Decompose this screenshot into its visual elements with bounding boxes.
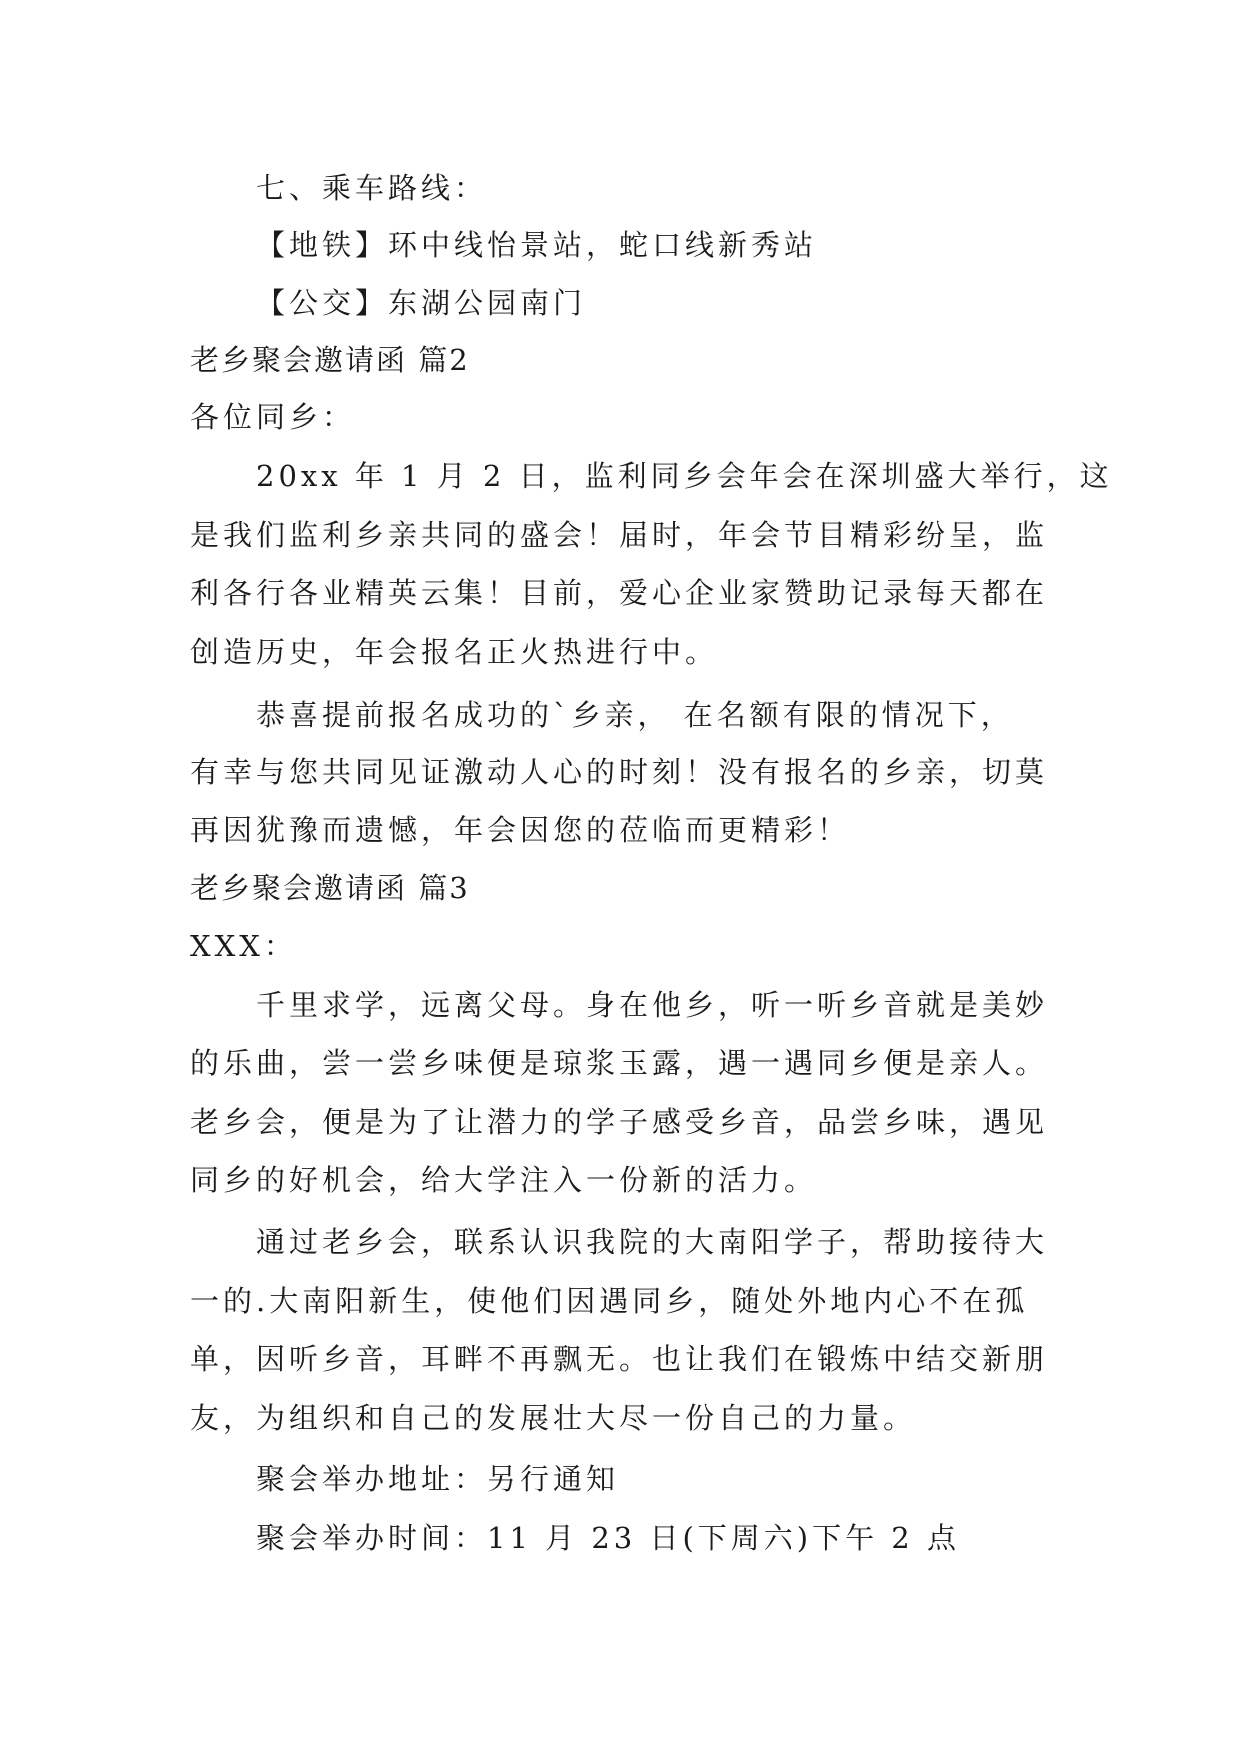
paragraph-line: 再因犹豫而遗憾，年会因您的莅临而更精彩！ [190, 813, 851, 847]
paragraph-line: 利各行各业精英云集！目前，爱心企业家赞助记录每天都在 [190, 576, 1049, 610]
section-heading-3: 老乡聚会邀请函 篇3 [190, 871, 470, 905]
paragraph-line: 的乐曲，尝一尝乡味便是琼浆玉露，遇一遇同乡便是亲人。 [190, 1046, 1049, 1080]
paragraph-line: 单，因听乡音，耳畔不再飘无。也让我们在锻炼中结交新朋 [190, 1342, 1049, 1376]
paragraph-line: 同乡的好机会，给大学注入一份新的活力。 [190, 1163, 818, 1197]
paragraph-line: 20xx 年 1 月 2 日，监利同乡会年会在深圳盛大举行，这 [256, 459, 1113, 493]
paragraph-line: 老乡会，便是为了让潜力的学子感受乡音，品尝乡味，遇见 [190, 1105, 1049, 1139]
route-bus: 【公交】东湖公园南门 [256, 286, 587, 320]
paragraph-line: 友，为组织和自己的发展壮大尽一份自己的力量。 [190, 1401, 917, 1435]
paragraph-line: 通过老乡会，联系认识我院的大南阳学子，帮助接待大 [256, 1225, 1049, 1259]
salutation-3: XXX： [190, 929, 297, 963]
paragraph-line: 是我们监利乡亲共同的盛会！届时，年会节目精彩纷呈，监 [190, 518, 1049, 552]
paragraph-line: 有幸与您共同见证激动人心的时刻！没有报名的乡亲，切莫 [190, 755, 1049, 789]
section-heading-2: 老乡聚会邀请函 篇2 [190, 343, 470, 377]
salutation-2: 各位同乡： [190, 400, 356, 434]
route-title: 七、乘车路线： [256, 171, 488, 205]
meeting-address: 聚会举办地址：另行通知 [256, 1462, 620, 1496]
paragraph-line: 创造历史，年会报名正火热进行中。 [190, 635, 719, 669]
paragraph-line: 一的.大南阳新生，使他们因遇同乡，随处外地内心不在孤 [190, 1284, 1029, 1318]
route-metro: 【地铁】环中线怡景站，蛇口线新秀站 [256, 228, 818, 262]
paragraph-line: 千里求学，远离父母。身在他乡，听一听乡音就是美妙 [256, 988, 1049, 1022]
meeting-time: 聚会举办时间：11 月 23 日(下周六)下午 2 点 [256, 1521, 960, 1555]
paragraph-line: 恭喜提前报名成功的`乡亲， 在名额有限的情况下， [256, 698, 1014, 732]
